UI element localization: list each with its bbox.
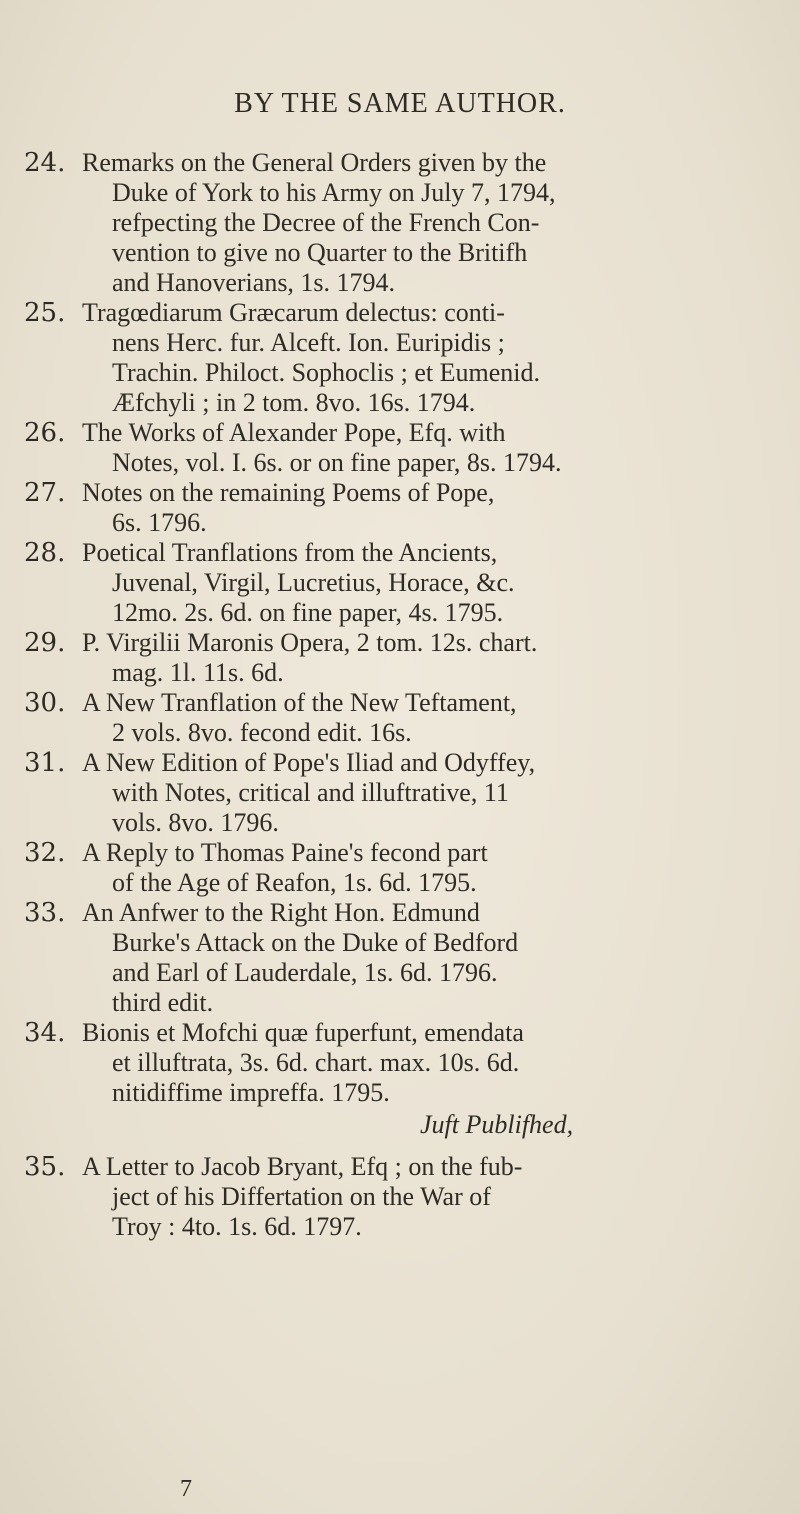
entry-line: 2 vols. 8vo. fecond edit. 16s.: [112, 718, 412, 747]
entry-line: The Works of Alexander Pope, Efq. with: [82, 418, 506, 447]
entry-line: and Earl of Lauderdale, 1s. 6d. 1796.: [112, 958, 498, 987]
entry-line: Burke's Attack on the Duke of Bedford: [112, 928, 519, 957]
entry-line: third edit.: [112, 988, 214, 1017]
entry-line: Æfchyli ; in 2 tom. 8vo. 16s. 1794.: [112, 388, 476, 417]
entry-33: [0, 898, 800, 1018]
entry-26: [0, 418, 800, 478]
entry-24: [0, 148, 800, 298]
page-title: BY THE SAME AUTHOR.: [234, 88, 566, 119]
entry-line: A New Edition of Pope's Iliad and Odyffey,: [82, 748, 536, 777]
entries-list: [0, 148, 800, 1242]
entry-number: 32.: [24, 838, 66, 868]
entry-number: 31.: [24, 748, 66, 778]
entry-line: An Anfwer to the Right Hon. Edmund: [82, 898, 480, 927]
entry-line: Poetical Tranflations from the Ancients,: [82, 538, 498, 567]
entry-line: mag. 1l. 11s. 6d.: [112, 658, 284, 687]
published-note: Juft Publifhed,: [420, 1110, 574, 1139]
entry-line: 6s. 1796.: [112, 508, 207, 537]
entry-line: Trachin. Philoct. Sophoclis ; et Eumenid.: [112, 358, 541, 387]
entry-34: [0, 1018, 800, 1108]
entry-line: Bionis et Mofchi quæ fuperfunt, emendata: [82, 1018, 524, 1047]
entry-line: Troy : 4to. 1s. 6d. 1797.: [112, 1212, 362, 1241]
entry-27: [0, 478, 800, 538]
entry-line: and Hanoverians, 1s. 1794.: [112, 268, 396, 297]
entry-line: Tragœdiarum Græcarum delectus: conti-: [82, 298, 505, 327]
entry-line: Notes, vol. I. 6s. or on fine paper, 8s. 1794.: [112, 448, 562, 477]
entry-line: Notes on the remaining Poems of Pope,: [82, 478, 495, 507]
entry-line: refpecting the Decree of the French Con-: [112, 208, 540, 237]
entry-number: 25.: [24, 298, 66, 328]
entry-line: Duke of York to his Army on July 7, 1794,: [112, 178, 556, 207]
signature-mark: 7: [180, 1476, 192, 1502]
entry-line: et illuftrata, 3s. 6d. chart. max. 10s. 6d.: [112, 1048, 520, 1077]
entry-line: A Reply to Thomas Paine's fecond part: [82, 838, 488, 867]
entry-number: 35.: [24, 1152, 66, 1182]
entry-line: A Letter to Jacob Bryant, Efq ; on the fub-: [82, 1152, 523, 1181]
entry-number: 27.: [24, 478, 66, 508]
entry-line: P. Virgilii Maronis Opera, 2 tom. 12s. chart.: [82, 628, 538, 657]
entry-line: vention to give no Quarter to the Britifh: [112, 238, 528, 267]
entry-line: A New Tranflation of the New Teftament,: [82, 688, 517, 717]
entry-line: Juvenal, Virgil, Lucretius, Horace, &c.: [112, 568, 515, 597]
entry-number: 30.: [24, 688, 66, 718]
entry-35: [0, 1152, 800, 1242]
entry-32: [0, 838, 800, 898]
entry-line: with Notes, critical and illuftrative, 11: [112, 778, 509, 807]
entry-line: Remarks on the General Orders given by the: [82, 148, 547, 177]
entry-line: of the Age of Reafon, 1s. 6d. 1795.: [112, 868, 477, 897]
entry-number: 33.: [24, 898, 66, 928]
entry-number: 28.: [24, 538, 66, 568]
entry-number: 24.: [24, 148, 66, 178]
entry-number: 29.: [24, 628, 66, 658]
entry-line: vols. 8vo. 1796.: [112, 808, 279, 837]
entry-line: nitidiffime impreffa. 1795.: [112, 1078, 390, 1107]
entry-29: [0, 628, 800, 688]
entry-number: 34.: [24, 1018, 66, 1048]
entry-25: [0, 298, 800, 418]
entry-number: 26.: [24, 418, 66, 448]
entry-line: 12mo. 2s. 6d. on fine paper, 4s. 1795.: [112, 598, 504, 627]
entry-30: [0, 688, 800, 748]
entry-line: nens Herc. fur. Alceft. Ion. Euripidis ;: [112, 328, 505, 357]
entry-28: [0, 538, 800, 628]
entry-line: ject of his Differtation on the War of: [112, 1182, 491, 1211]
entry-31: [0, 748, 800, 838]
